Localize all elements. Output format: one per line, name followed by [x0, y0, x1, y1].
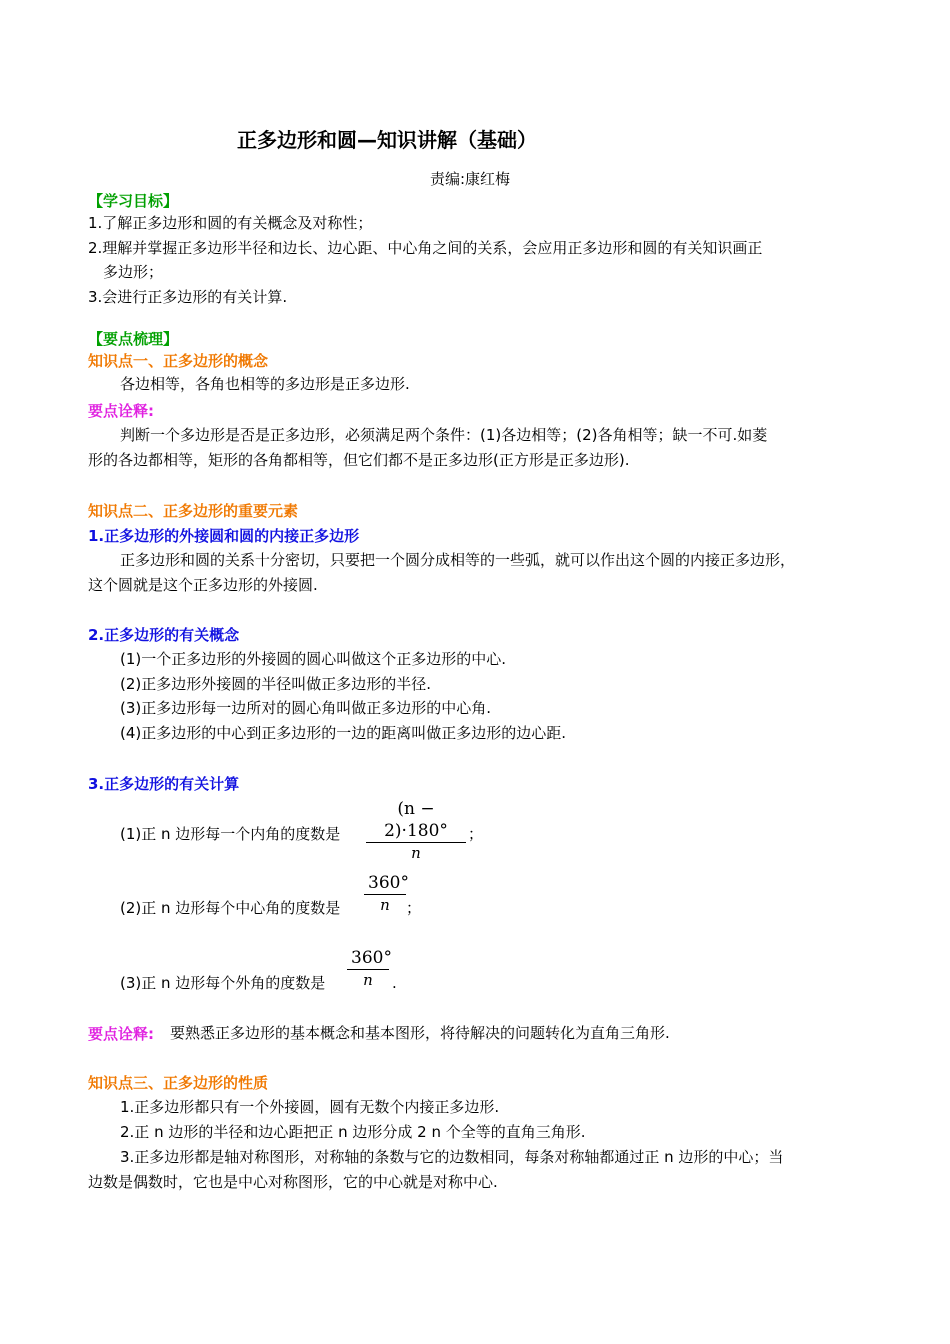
kp2-sub1-heading: 1.正多边形的外接圆和圆的内接正多边形 [88, 527, 360, 545]
goal-item-3: 3.会进行正多边形的有关计算. [88, 288, 288, 306]
goal-item-2-cont: 多边形； [103, 263, 164, 281]
kp1-heading: 知识点一、正多边形的概念 [88, 352, 269, 370]
kp2-note-text: 要熟悉正多边形的基本概念和基本图形，将待解决的问题转化为直角三角形. [170, 1024, 670, 1042]
kp3-item-1: 1.正多边形都只有一个外接圆，圆有无数个内接正多边形. [120, 1098, 500, 1116]
kp2-sub1-line1: 正多边形和圆的关系十分密切，只要把一个圆分成相等的一些弧，就可以作出这个圆的内接正多边形， [120, 551, 796, 569]
kp3-item-2: 2.正 n 边形的半径和边心距把正 n 边形分成 2 n 个全等的直角三角形. [120, 1123, 586, 1141]
kp2-sub2-item-4: (4)正多边形的中心到正多边形的一边的距离叫做正多边形的边心距. [120, 724, 567, 742]
page-title: 正多边形和圆—知识讲解（基础） [237, 128, 537, 152]
fraction-denominator: n [380, 896, 390, 914]
summary-heading: 【要点梳理】 [88, 330, 179, 348]
kp3-item-3-line1: 3.正多边形都是轴对称图形，对称轴的条数与它的边数相同，每条对称轴都通过正 n 边形的中心；当 [120, 1148, 784, 1166]
fraction-numerator: 360° [368, 873, 409, 893]
calc-2-end: ； [406, 899, 422, 917]
kp3-item-3-line2: 边数是偶数时，它也是中心对称图形，它的中心就是对称中心. [88, 1173, 498, 1191]
fraction-numerator: 360° [351, 948, 392, 968]
calc-1-text: (1)正 n 边形每一个内角的度数是 [120, 825, 341, 843]
calc-3-end: . [392, 974, 397, 992]
kp3-heading: 知识点三、正多边形的性质 [88, 1074, 269, 1092]
kp1-note-label: 要点诠释: [88, 402, 154, 420]
fraction-denominator: n [363, 971, 373, 989]
calc-2-text: (2)正 n 边形每个中心角的度数是 [120, 899, 341, 917]
exterior-angle-fraction [347, 947, 392, 990]
calc-3-text: (3)正 n 边形每个外角的度数是 [120, 974, 326, 992]
goal-item-2: 2.理解并掌握正多边形半径和边长、边心距、中心角之间的关系，会应用正多边形和圆的有关知识画正 [88, 239, 763, 257]
goal-item-1: 1.了解正多边形和圆的有关概念及对称性； [88, 214, 373, 232]
kp1-definition: 各边相等，各角也相等的多边形是正多边形. [120, 375, 410, 393]
kp1-note-line2: 形的各边都相等，矩形的各角都相等，但它们都不是正多边形(正方形是正多边形). [88, 451, 630, 469]
kp1-note-line1: 判断一个多边形是否是正多边形，必须满足两个条件：(1)各边相等；(2)各角相等；缺一不可.如菱 [120, 426, 768, 444]
kp2-sub2-item-3: (3)正多边形每一边所对的圆心角叫做正多边形的中心角. [120, 699, 492, 717]
kp2-sub1-line2: 这个圆就是这个正多边形的外接圆. [88, 576, 318, 594]
fraction-numerator: (n − 2)·180° [384, 799, 448, 841]
kp2-heading: 知识点二、正多边形的重要元素 [88, 502, 299, 520]
kp2-sub2-item-2: (2)正多边形外接圆的半径叫做正多边形的半径. [120, 675, 432, 693]
goals-heading: 【学习目标】 [88, 192, 179, 210]
editor-credit: 责编:康红梅 [430, 170, 511, 188]
kp2-sub3-heading: 3.正多边形的有关计算 [88, 775, 240, 793]
kp2-sub2-heading: 2.正多边形的有关概念 [88, 626, 240, 644]
fraction-denominator: n [411, 844, 421, 862]
interior-angle-fraction [366, 798, 466, 863]
calc-1-end: ； [468, 825, 484, 843]
kp2-sub2-item-1: (1)一个正多边形的外接圆的圆心叫做这个正多边形的中心. [120, 650, 507, 668]
central-angle-fraction [364, 872, 409, 915]
kp2-note-label: 要点诠释: [88, 1025, 154, 1043]
